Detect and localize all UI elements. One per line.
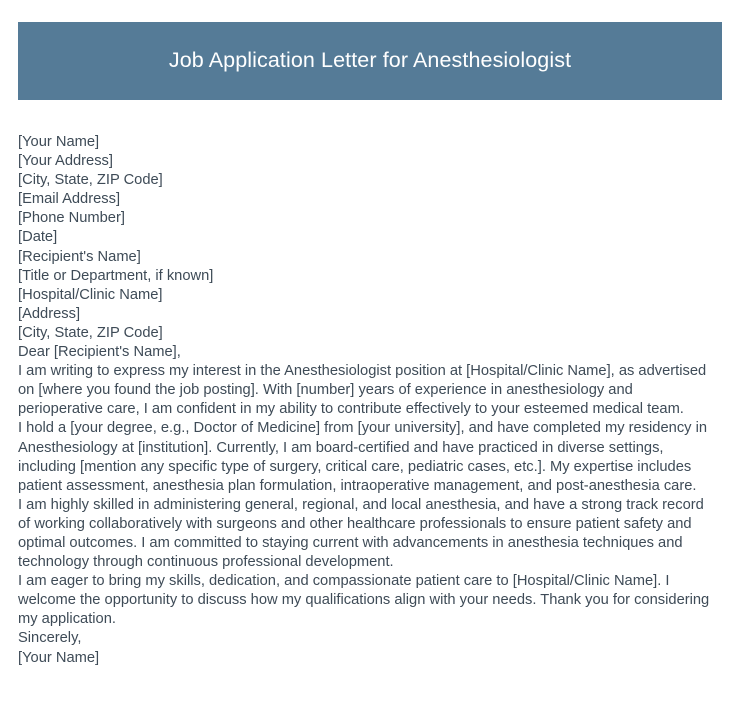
- signature-name: [Your Name]: [18, 649, 100, 666]
- page-title: Job Application Letter for Anesthesiologist: [168, 48, 572, 73]
- body-paragraph-1: I am writing to express my interest in the Anesthesiologist position at [Hospital/Clinic Name], as advertised on [where you found the job posting]. With [number] years of experience in anesthesiology and perioperative care, I am confident in my ability to contribute effectively to your esteemed medical team.: [18, 363, 707, 418]
- salutation: Dear [Recipient's Name],: [18, 344, 181, 361]
- body-paragraph-4: I am eager to bring my skills, dedication, and compassionate patient care to [Hospital/Clinic Name]. I welcome the opportunity to discuss how my qualifications align with your needs. Thank you for considering my application.: [18, 573, 710, 628]
- recipient-address-block: [18, 248, 720, 343]
- recipient-line-address: [Address]: [18, 305, 81, 322]
- body-paragraph-3: I am highly skilled in administering general, regional, and local anesthesia, and have a strong track record of working collaboratively with surgeons and other healthcare professionals to ensure patient safety and optimal outcomes. I am committed to staying current with advancements in anesthesia techniques and technology through continuous professional development.: [18, 496, 704, 571]
- body-paragraph-2: I hold a [your degree, e.g., Doctor of Medicine] from [your university], and have completed my residency in Anesthesiology at [institution]. Currently, I am board-certified and have practiced in diverse settings, including [mention any specific type of surgery, critical care, pediatric cases, etc.]. My expertise includes patient assessment, anesthesia plan formulation, intraoperative management, and post-anesthesia care.: [18, 420, 708, 494]
- sender-line-date: [Date]: [18, 229, 58, 246]
- closing-salutation: Sincerely,: [18, 630, 82, 647]
- sender-line-name: [Your Name]: [18, 134, 100, 150]
- recipient-line-org: [Hospital/Clinic Name]: [18, 286, 163, 303]
- recipient-line-name: [Recipient's Name]: [18, 248, 141, 265]
- letter-body: [18, 133, 720, 668]
- recipient-line-city-state: [City, State, ZIP Code]: [18, 324, 163, 341]
- sender-line-city-state: [City, State, ZIP Code]: [18, 172, 163, 189]
- sender-line-address: [Your Address]: [18, 153, 113, 170]
- sender-line-phone: [Phone Number]: [18, 210, 125, 227]
- recipient-line-title: [Title or Department, if known]: [18, 267, 214, 284]
- sender-address-block: [18, 133, 720, 248]
- document-header-banner: [18, 22, 722, 100]
- sender-line-email: [Email Address]: [18, 191, 121, 208]
